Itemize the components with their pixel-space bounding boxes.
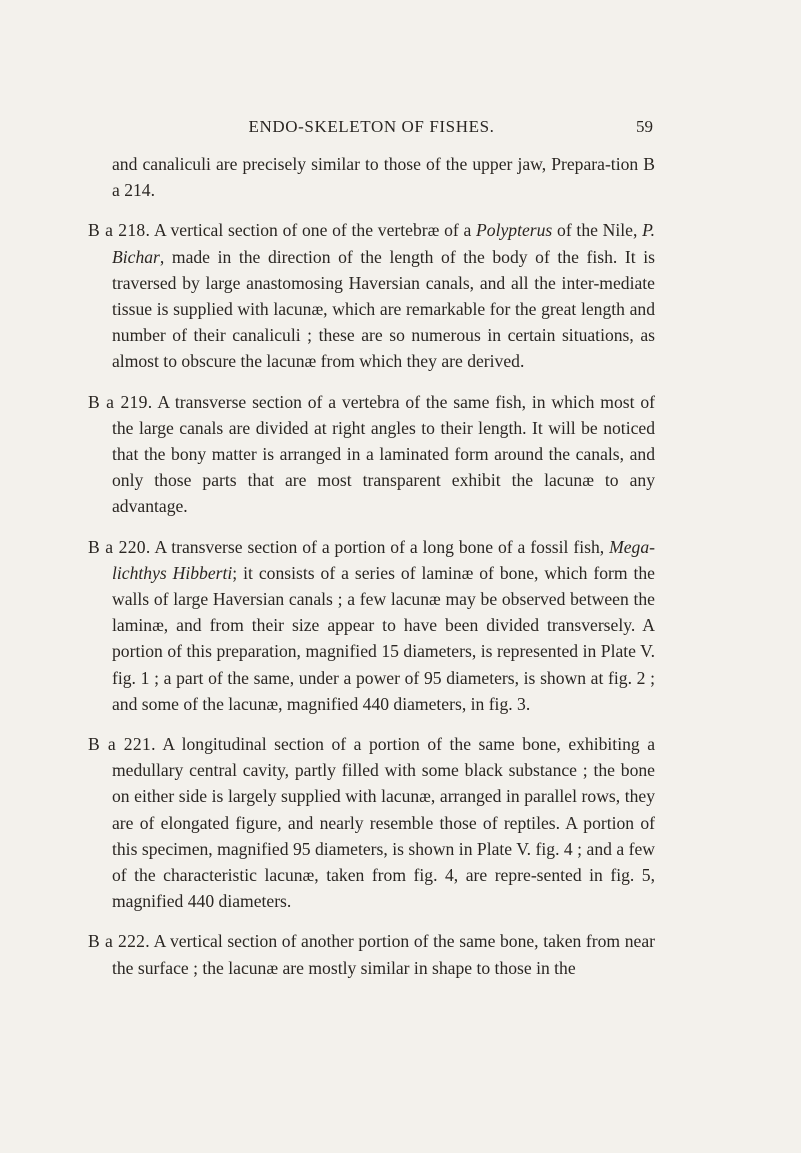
paragraph-text: A transverse section of a vertebra of the same fish, in which most of the large canals are divided at right angles to their length. It will be noticed that the bony matter is arranged in a laminated form around the canals, and only those parts that are most transparent exhibit the lacunæ to any advantage.: [112, 391, 655, 517]
paragraph-text: A vertical section of another portion of the same bone, taken from near the surface ; the lacunæ are mostly similar in shape to those in the: [112, 931, 656, 978]
species-name: P. Bichar: [112, 220, 656, 267]
specimen-reference: B a 221.: [88, 734, 156, 755]
entry-b-a-221: [88, 731, 655, 914]
specimen-reference: B a 222.: [88, 931, 150, 952]
specimen-reference: B a 218.: [88, 220, 151, 241]
entry-b-a-219: [88, 389, 655, 520]
specimen-reference: B a 220.: [88, 536, 151, 557]
running-title: ENDO-SKELETON OF FISHES.: [248, 117, 495, 136]
page-number: 59: [636, 117, 653, 136]
paragraph-text: A longitudinal section of a portion of the same bone, exhibiting a medullary central cavity, partly filled with some black substance ; the bone on either side is largely supplied with lacunæ, arranged in parallel rows, they are of elongated figure, and nearly resemble those of reptiles. A portion of this specimen, magnified 95 diameters, is shown in Plate V. fig. 4 ; and a few of the characteristic lacunæ, taken from fig. 4, are repre-sented in fig. 5, magnified 440 diameters.: [112, 734, 656, 912]
paragraph-text: of the Nile,: [552, 220, 643, 241]
continuation-paragraph: [88, 151, 655, 203]
genus-name: Polypterus: [476, 220, 553, 241]
entry-b-a-220: [88, 534, 655, 717]
entry-b-a-222: [88, 928, 655, 980]
paragraph-text: ; it consists of a series of laminæ of bone, which form the walls of large Haversian canals ; a few lacunæ may be observed between the laminæ, and from their size appear to have been divided transversely. A portion of this preparation, magnified 15 diameters, is represented in Plate V. fig. 1 ; a part of the same, under a power of 95 diameters, is shown at fig. 2 ; and some of the lacunæ, magnified 440 diameters, in fig. 3.: [112, 562, 655, 714]
body-text: [88, 151, 655, 981]
entry-b-a-218: [88, 217, 655, 374]
species-name: Mega-lichthys Hibberti: [112, 536, 655, 583]
paragraph-text: A vertical section of one of the vertebræ of a: [150, 220, 477, 241]
specimen-reference: B a 219.: [88, 391, 153, 412]
paragraph-text: A transverse section of a portion of a long bone of a fossil fish,: [150, 536, 610, 557]
running-head: [90, 117, 653, 141]
paragraph-text: and canaliculi are precisely similar to those of the upper jaw, Prepara-tion B a 214.: [112, 154, 655, 201]
paragraph-text: , made in the direction of the length of the body of the fish. It is traversed by large anastomosing Haversian canals, and all the inter-mediate tissue is supplied with lacunæ, which are remarkable for the great length and number of their canaliculi ; these are so numerous in certain situations, as almost to obscure the lacunæ from which they are derived.: [112, 246, 655, 372]
